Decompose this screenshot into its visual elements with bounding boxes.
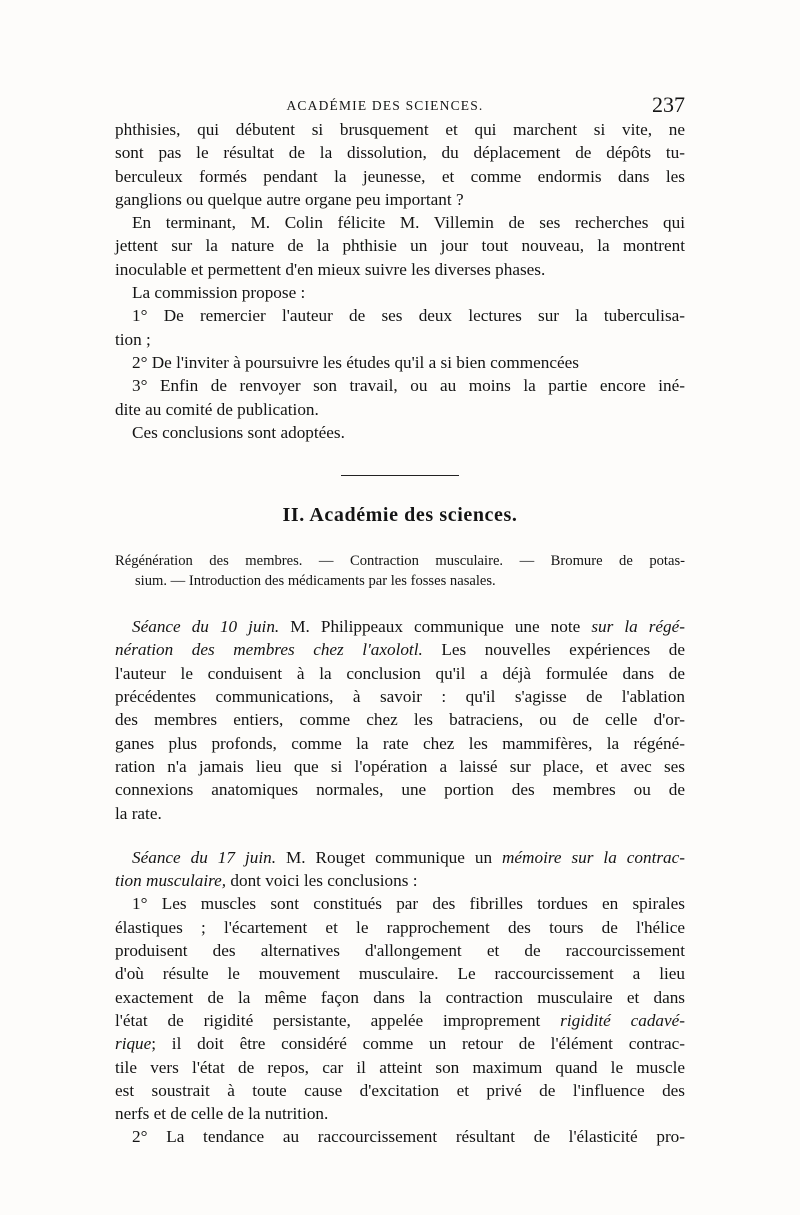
text-line (115, 1032, 685, 1055)
summary-line: Régénération des membres. — Contraction musculaire. — Bromure de potas- (115, 553, 685, 570)
session-date: Séance du 17 juin. (132, 847, 276, 867)
text-line: La commission propose : (132, 283, 306, 303)
text-line: Ces conclusions sont adoptées. (132, 422, 345, 442)
text-line: l'auteur le conduisent à la conclusion qu'il a déjà formulée dans de (115, 663, 685, 683)
text-line: exactement de la même façon dans la contraction musculaire et dans (115, 987, 685, 1007)
session-date: Séance du 10 juin. (132, 617, 280, 637)
text-line: la rate. (115, 803, 162, 823)
text-line (115, 615, 685, 638)
text-line: 3° Enfin de renvoyer son travail, ou au moins la partie encore iné- (132, 376, 685, 396)
text-line: ration n'a jamais lieu que si l'opération a laissé sur place, et avec ses (115, 756, 685, 776)
text-run: Les nouvelles expériences de (422, 640, 685, 660)
text-line: 1° De remercier l'auteur de ses deux lectures sur la tuberculisa- (132, 306, 685, 326)
section-divider (341, 475, 459, 476)
paragraph-commission (115, 281, 685, 304)
paragraph-conclusion-1 (115, 892, 685, 1125)
running-header (115, 92, 685, 118)
text-line: 2° De l'inviter à poursuivre les études qu'il a si bien commencées (132, 352, 579, 372)
memoir-title: sur la régé- (591, 617, 686, 637)
text-line: dite au comité de publication. (115, 399, 319, 419)
paragraph-conclusion-2 (115, 1125, 685, 1148)
text-line: tion ; (115, 329, 151, 349)
text-run: dont voici les conclusions : (226, 871, 418, 891)
paragraph-item-1-cont (115, 328, 685, 351)
page-number: 237 (652, 92, 685, 117)
text-line (115, 638, 685, 661)
text-line: ganes plus profonds, comme la rate chez les mammifères, la régéné- (115, 733, 685, 753)
paragraph-seance-10-juin (115, 615, 685, 825)
text-line: est soustrait à toute cause d'excitation et privé de l'influence des (115, 1080, 685, 1100)
text-line: jettent sur la nature de la phthisie un jour tout nouveau, la montrent (115, 236, 685, 256)
section-summary (115, 551, 685, 591)
text-line (115, 1009, 685, 1032)
paragraph-item-2 (115, 351, 685, 374)
text-line (115, 869, 685, 892)
text-line: phthisies, qui débutent si brusquement et qui marchent si vite, ne (115, 120, 685, 139)
text-line: ganglions ou quelque autre organe peu important ? (115, 189, 464, 209)
paragraph-colin (115, 211, 685, 234)
text-run: M. Rouget communique un (276, 847, 503, 867)
paragraph-item-3 (115, 374, 685, 397)
text-line: des membres entiers, comme chez les batraciens, ou de celle d'or- (115, 710, 685, 730)
text-line (115, 846, 685, 869)
term-italic: rigidité cadavé- (560, 1010, 685, 1030)
text-line: élastiques ; l'écartement et le rapprochement des tours de l'hélice (115, 917, 685, 937)
paragraph-item-3-cont (115, 398, 685, 421)
memoir-title: mémoire sur la contrac- (502, 847, 685, 867)
memoir-title: nération des membres chez l'axolotl. (115, 640, 423, 660)
paragraph-conclusions (115, 421, 685, 444)
paragraph-phthisies (115, 118, 685, 211)
text-line: 1° Les muscles sont constitués par des fibrilles tordues en spirales (132, 894, 685, 914)
running-title: ACADÉMIE DES SCIENCES. (286, 98, 484, 113)
text-line: tile vers l'état de repos, car il atteint son maximum quand le muscle (115, 1057, 685, 1077)
text-line: produisent des alternatives d'allongement et de raccourcissement (115, 941, 685, 961)
text-run: ; il doit être considéré comme un retour de l'élément contrac- (151, 1034, 685, 1054)
paragraph-item-1 (115, 304, 685, 327)
document-page (115, 92, 685, 1149)
text-line: 2° La tendance au raccourcissement résultant de l'élasticité pro- (132, 1127, 685, 1147)
text-line: En terminant, M. Colin félicite M. Villemin de ses recherches qui (132, 213, 685, 233)
memoir-title: tion musculaire, (115, 871, 227, 891)
summary-line: sium. — Introduction des médicaments par les fosses nasales. (135, 573, 496, 590)
paragraph-colin-cont (115, 234, 685, 281)
text-line: nerfs et de celle de la nutrition. (115, 1104, 329, 1124)
text-run: l'état de rigidité persistante, appelée improprement (115, 1010, 561, 1030)
text-line: connexions anatomiques normales, une portion des membres ou de (115, 780, 685, 800)
section-heading: II. Académie des sciences. (282, 504, 518, 527)
text-line: d'où résulte le mouvement musculaire. Le raccourcissement a lieu (115, 964, 685, 984)
text-line: inoculable et permettent d'en mieux suivre les diverses phases. (115, 259, 546, 279)
text-line: berculeux formés pendant la jeunesse, et comme endormis dans les (115, 166, 685, 186)
term-italic: rique (115, 1034, 152, 1054)
text-run: M. Philippeaux communique une note (279, 617, 592, 637)
text-line: précédentes communications, à savoir : qu'il s'agisse de l'ablation (115, 687, 685, 707)
text-line: sont pas le résultat de la dissolution, du déplacement de dépôts tu- (115, 143, 685, 163)
paragraph-seance-17-juin (115, 846, 685, 893)
